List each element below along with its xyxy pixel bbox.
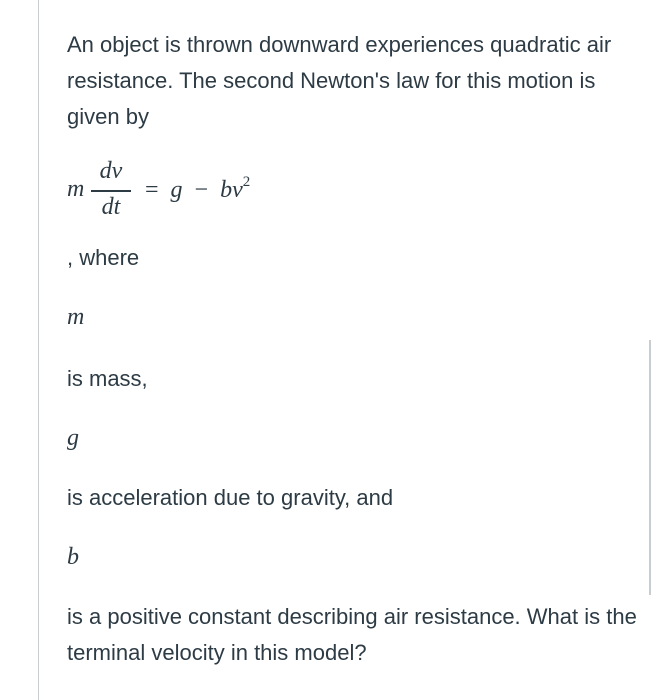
description-m: is mass, xyxy=(67,366,148,391)
newton-equation xyxy=(67,158,367,228)
equation-numerator: dv xyxy=(99,158,123,184)
description-g: is acceleration due to gravity, and xyxy=(67,485,394,510)
minus-sign: − xyxy=(194,177,209,203)
variable-g: g xyxy=(67,425,79,451)
where-text: , where xyxy=(67,245,140,270)
equation-right-side xyxy=(139,176,250,204)
equation-term-g: g xyxy=(170,177,183,203)
equation-term-bv: bv xyxy=(220,177,243,203)
scrollbar[interactable] xyxy=(649,340,651,595)
variable-m: m xyxy=(67,304,85,330)
description-b: is a positive constant describing air resistance. What is the terminal velocity in this model? xyxy=(67,604,637,665)
equation-exponent: 2 xyxy=(242,174,251,190)
content-left-border xyxy=(38,0,39,700)
fraction-bar xyxy=(91,190,131,192)
question-intro: An object is thrown downward experiences quadratic air resistance. The second Newton's law for this motion is given by xyxy=(67,32,612,129)
equation-denominator: dt xyxy=(101,194,121,220)
equals-sign: = xyxy=(145,177,159,203)
equation-mass-coefficient: m xyxy=(67,176,85,202)
variable-b: b xyxy=(67,544,79,570)
